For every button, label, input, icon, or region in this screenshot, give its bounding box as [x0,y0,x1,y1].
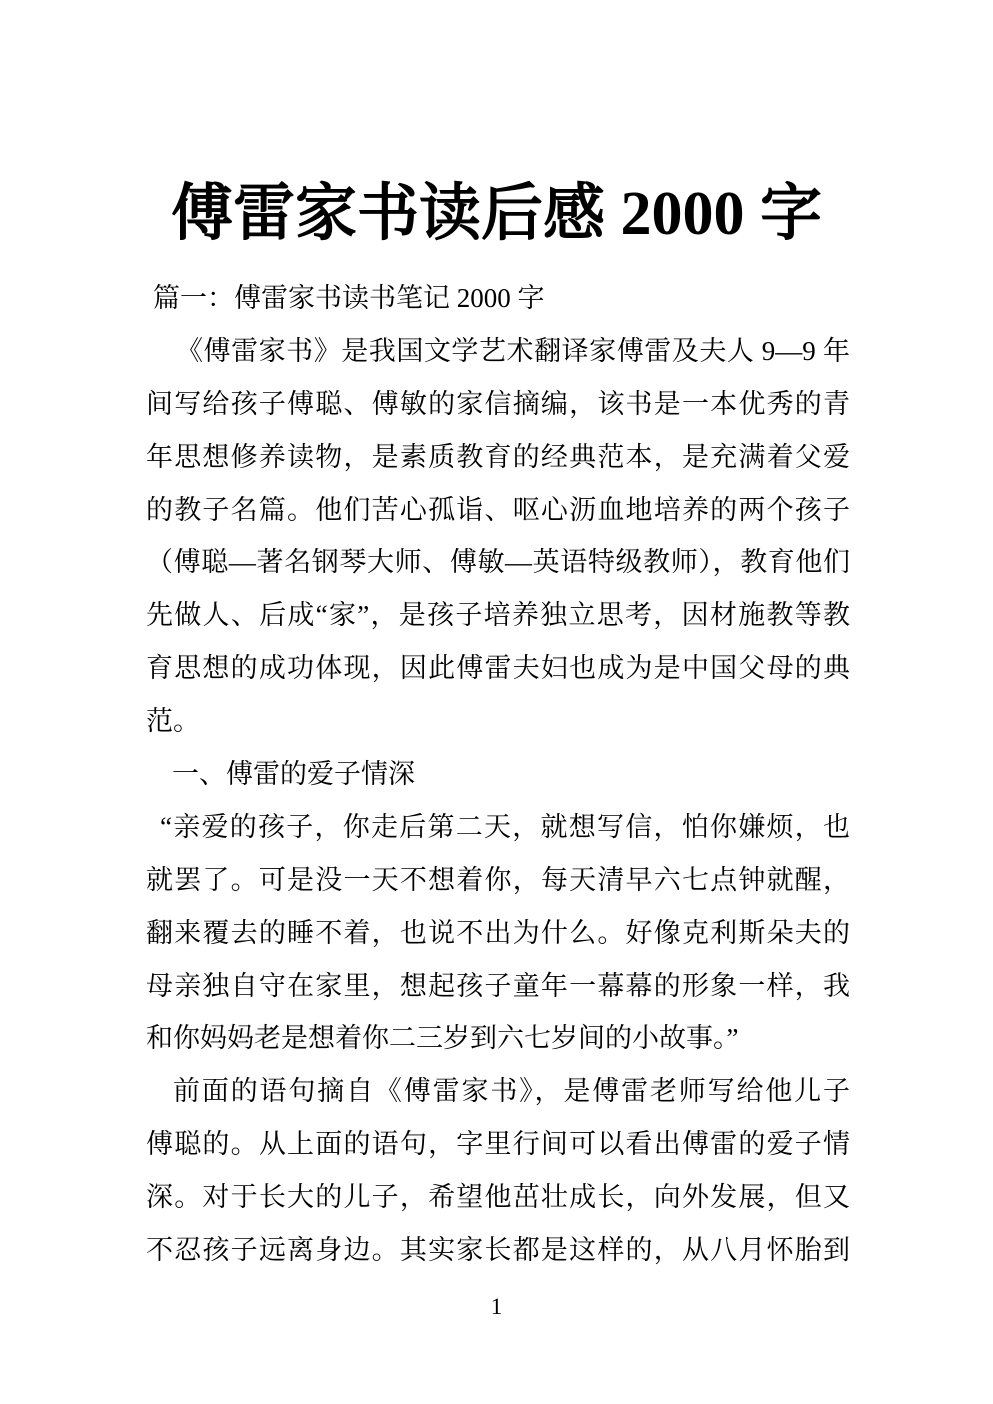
page-number: 1 [490,1294,503,1319]
text-line: 傅聪的。从上面的语句，字里行间可以看出傅雷的爱子情 [146,1129,850,1160]
text-line: 深。对于长大的儿子，希望他茁壮成长，向外发展，但又 [146,1182,850,1213]
text-line: 和你妈妈老是想着你二三岁到六七岁间的小故事。” [146,1023,739,1054]
text-line: 篇一：傅雷家书读书笔记 2000 字 [153,283,545,313]
text-line: “亲爱的孩子，你走后第二天，就想写信，怕你嫌烦，也 [160,811,850,842]
document-body [146,272,850,1277]
text-line: 间写给孩子傅聪、傅敏的家信摘编，该书是一本优秀的青 [146,388,850,419]
text-line: 翻来覆去的睡不着，也说不出为什么。好像克利斯朵夫的 [146,917,850,948]
text-line: 的教子名篇。他们苦心孤诣、呕心沥血地培养的两个孩子 [146,494,850,525]
text-line: （傅聪—著名钢琴大师、傅敏—英语特级教师），教育他们 [146,547,850,578]
text-line: 育思想的成功体现，因此傅雷夫妇也成为是中国父母的典 [146,653,850,684]
document-title: 傅雷家书读后感 2000 字 [170,180,822,248]
text-line: 年思想修养读物，是素质教育的经典范本，是充满着父爱 [146,441,850,472]
text-line: 《傅雷家书》是我国文学艺术翻译家傅雷及夫人 9—9 年 [176,335,850,366]
text-line: 先做人、后成“家”，是孩子培养独立思考，因材施教等教 [146,600,850,631]
text-line: 一、傅雷的爱子情深 [172,759,415,790]
text-line: 就罢了。可是没一天不想着你，每天清早六七点钟就醒， [146,864,850,895]
text-line: 范。 [146,706,200,737]
text-line: 前面的语句摘自《傅雷家书》，是傅雷老师写给他儿子 [173,1076,850,1107]
text-line: 母亲独自守在家里，想起孩子童年一幕幕的形象一样，我 [146,970,850,1001]
text-line: 不忍孩子远离身边。其实家长都是这样的，从八月怀胎到 [146,1235,850,1266]
